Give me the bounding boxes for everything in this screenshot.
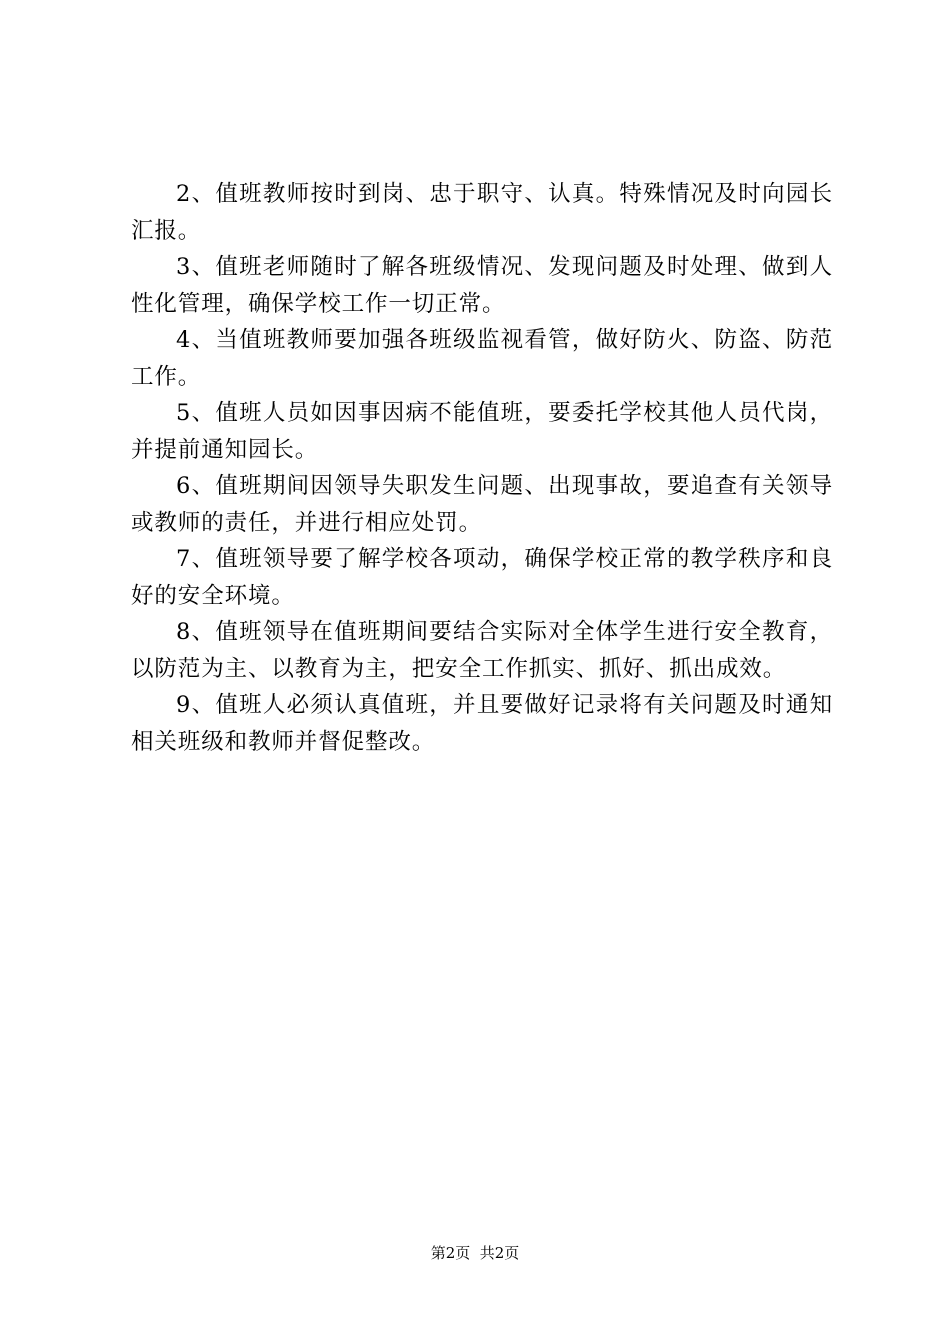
paragraph-item-9: 9、值班人必须认真值班，并且要做好记录将有关问题及时通知相关班级和教师并督促整改。 [131,692,833,755]
page-footer [0,1243,950,1263]
paragraph-item-5: 5、值班人员如因事因病不能值班，要委托学校其他人员代岗，并提前通知园长。 [131,400,833,463]
paragraph-item-4: 4、当值班教师要加强各班级监视看管，做好防火、防盗、防范工作。 [131,327,833,390]
document-body [131,176,833,760]
paragraph-item-6: 6、值班期间因领导失职发生问题、出现事故，要追查有关领导或教师的责任，并进行相应处罚。 [131,473,833,536]
paragraph-item-3: 3、值班老师随时了解各班级情况、发现问题及时处理、做到人性化管理，确保学校工作一切正常。 [131,254,833,317]
page-number-label: 第2页 共2页 [430,1244,520,1262]
paragraph-item-2: 2、值班教师按时到岗、忠于职守、认真。特殊情况及时向园长汇报。 [131,181,833,244]
paragraph-item-7: 7、值班领导要了解学校各项动，确保学校正常的教学秩序和良好的安全环境。 [131,546,833,609]
paragraph-item-8: 8、值班领导在值班期间要结合实际对全体学生进行安全教育，以防范为主、以教育为主，把安全工作抓实、抓好、抓出成效。 [131,619,833,682]
